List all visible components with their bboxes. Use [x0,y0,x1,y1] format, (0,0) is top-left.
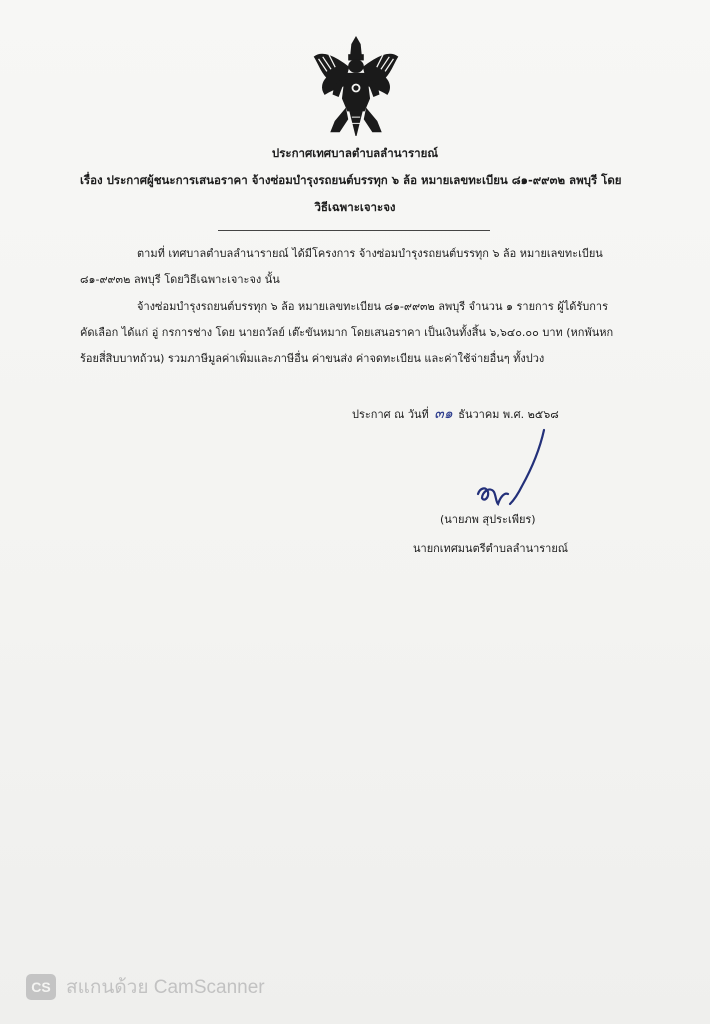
announcement-date [352,403,559,425]
paragraph-2-line-3: ร้อยสี่สิบบาทถ้วน) รวมภาษีมูลค่าเพิ่มและภาษีอื่น ค่าขนส่ง ค่าจดทะเบียน และค่าใช้จ่ายอื่นๆ ทั้งปวง [80,352,545,365]
handwritten-signature [470,428,560,518]
paragraph-2-line-1: จ้างซ่อมบำรุงรถยนต์บรรทุก ๖ ล้อ หมายเลขทะเบียน ๘๑-๙๙๓๒ ลพบุรี จำนวน ๑ รายการ ผู้ได้รับการ [137,300,609,313]
camscanner-logo-icon: CS [26,974,56,1000]
document-subject-continued: วิธีเฉพาะเจาะจง [314,200,396,214]
title-divider [218,230,490,231]
signer-name: (นายภพ สุประเพียร) [440,513,536,526]
signer-position: นายกเทศมนตรีตำบลลำนารายณ์ [413,542,569,555]
document-title: ประกาศเทศบาลตำบลลำนารายณ์ [271,146,439,160]
watermark-text: สแกนด้วย CamScanner [66,977,265,998]
paragraph-1-line-2: ๘๑-๙๙๓๒ ลพบุรี โดยวิธีเฉพาะเจาะจง นั้น [80,273,280,286]
camscanner-watermark [26,972,265,1002]
paragraph-2-line-2: คัดเลือก ได้แก่ อู่ กรการช่าง โดย นายถวัลย์ เต๊ะขันหมาก โดยเสนอราคา เป็นเงินทั้งสิ้น ๖,๖๔๐.๐๐ บาท (หกพันหก [80,326,614,339]
document-subject: เรื่อง ประกาศผู้ชนะการเสนอราคา จ้างซ่อมบำรุงรถยนต์บรรทุก ๖ ล้อ หมายเลขทะเบียน ๘๑-๙๙๓๒ ลพบุรี โดย [80,173,622,187]
garuda-emblem-icon [304,36,408,140]
date-prefix: ประกาศ ณ วันที่ [352,408,429,421]
paragraph-1-line-1: ตามที่ เทศบาลตำบลลำนารายณ์ ได้มีโครงการ จ้างซ่อมบำรุงรถยนต์บรรทุก ๖ ล้อ หมายเลขทะเบียน [137,247,603,260]
date-day-handwritten: ๓๑ [434,406,453,422]
date-suffix: ธันวาคม พ.ศ. ๒๕๖๘ [458,408,559,421]
